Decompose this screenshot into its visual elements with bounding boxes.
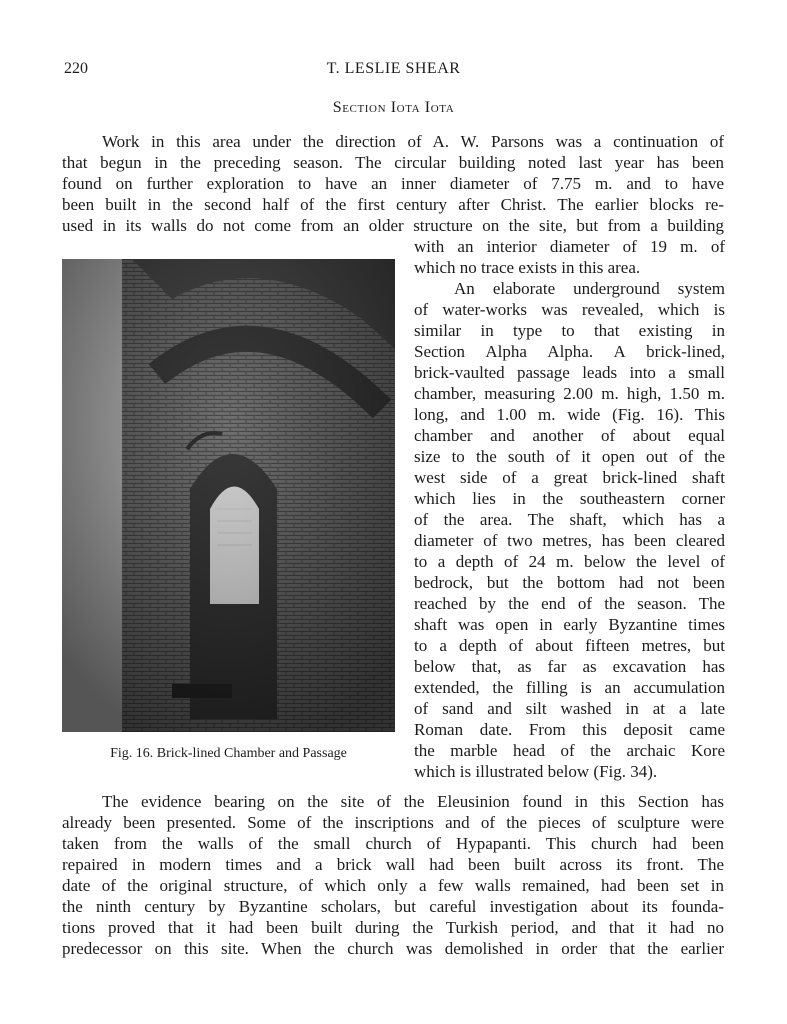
text-line: that begun in the preceding season. The circular building noted last year has been bbox=[62, 153, 724, 172]
text-line: of water-works was revealed, which is bbox=[414, 300, 725, 319]
text-line: to a depth of 24 m. below the level of bbox=[414, 552, 725, 571]
figure-caption: Fig. 16. Brick-lined Chamber and Passage bbox=[110, 746, 347, 761]
text-line: repaired in modern times and a brick wall had been built across its front. The bbox=[62, 855, 724, 874]
page-number: 220 bbox=[64, 60, 88, 77]
text-line: chamber and another of about equal bbox=[414, 426, 725, 445]
text-line: found on further exploration to have an inner diameter of 7.75 m. and to have bbox=[62, 174, 724, 193]
text-line: The evidence bearing on the site of the Eleusinion found in this Section has bbox=[102, 792, 724, 811]
text-line: date of the original structure, of which only a few walls remained, had been set in bbox=[62, 876, 724, 895]
text-line: reached by the end of the season. The bbox=[414, 594, 725, 613]
paragraph-eleusinion bbox=[62, 791, 724, 959]
text-line: long, and 1.00 m. wide (Fig. 16). This bbox=[414, 405, 725, 424]
text-line: which lies in the southeastern corner bbox=[414, 489, 725, 508]
text-line: to a depth of about fifteen metres, but bbox=[414, 636, 725, 655]
text-line: Work in this area under the direction of A. W. Parsons was a continuation of bbox=[102, 132, 724, 151]
text-line: which no trace exists in this area. bbox=[414, 258, 641, 277]
text-line: diameter of two metres, has been cleared bbox=[414, 531, 725, 550]
text-line: which is illustrated below (Fig. 34). bbox=[414, 762, 658, 781]
running-head: T. LESLIE SHEAR bbox=[326, 60, 461, 77]
brick-chamber-photo bbox=[62, 259, 395, 732]
text-line: brick-vaulted passage leads into a small bbox=[414, 363, 725, 382]
text-line: chamber, measuring 2.00 m. high, 1.50 m. bbox=[414, 384, 725, 403]
text-line: Section Alpha Alpha. A brick-lined, bbox=[414, 342, 725, 361]
text-line: of the area. The shaft, which has a bbox=[414, 510, 725, 529]
text-line: with an interior diameter of 19 m. of bbox=[414, 237, 725, 256]
paragraph-column bbox=[414, 236, 725, 782]
text-line: similar in type to that existing in bbox=[414, 321, 725, 340]
section-title: Section Iota Iota bbox=[332, 99, 455, 116]
text-line: shaft was open in early Byzantine times bbox=[414, 615, 725, 634]
paragraph-intro bbox=[62, 131, 724, 236]
figure-photo bbox=[62, 259, 395, 732]
text-line: the marble head of the archaic Kore bbox=[414, 741, 725, 760]
text-line: already been presented. Some of the inscriptions and of the pieces of sculpture were bbox=[62, 813, 724, 832]
text-line: bedrock, but the bottom had not been bbox=[414, 573, 725, 592]
text-line: below that, as far as excavation has bbox=[414, 657, 725, 676]
text-line: size to the south of it open out of the bbox=[414, 447, 725, 466]
text-line: been built in the second half of the first century after Christ. The earlier blocks re- bbox=[62, 195, 724, 214]
text-line: of sand and silt washed in at a late bbox=[414, 699, 725, 718]
text-line: used in its walls do not come from an older structure on the site, but from a building bbox=[62, 216, 724, 235]
text-line: tions proved that it had been built during the Turkish period, and that it had no bbox=[62, 918, 724, 937]
text-line: predecessor on this site. When the church was demolished in order that the earlier bbox=[62, 939, 724, 958]
text-line: Roman date. From this deposit came bbox=[414, 720, 725, 739]
text-line: taken from the walls of the small church of Hypapanti. This church had been bbox=[62, 834, 724, 853]
text-line: the ninth century by Byzantine scholars, but careful investigation about its founda- bbox=[62, 897, 724, 916]
text-line: west side of a great brick-lined shaft bbox=[414, 468, 725, 487]
text-line: extended, the filling is an accumulation bbox=[414, 678, 725, 697]
text-line: An elaborate underground system bbox=[454, 279, 725, 298]
